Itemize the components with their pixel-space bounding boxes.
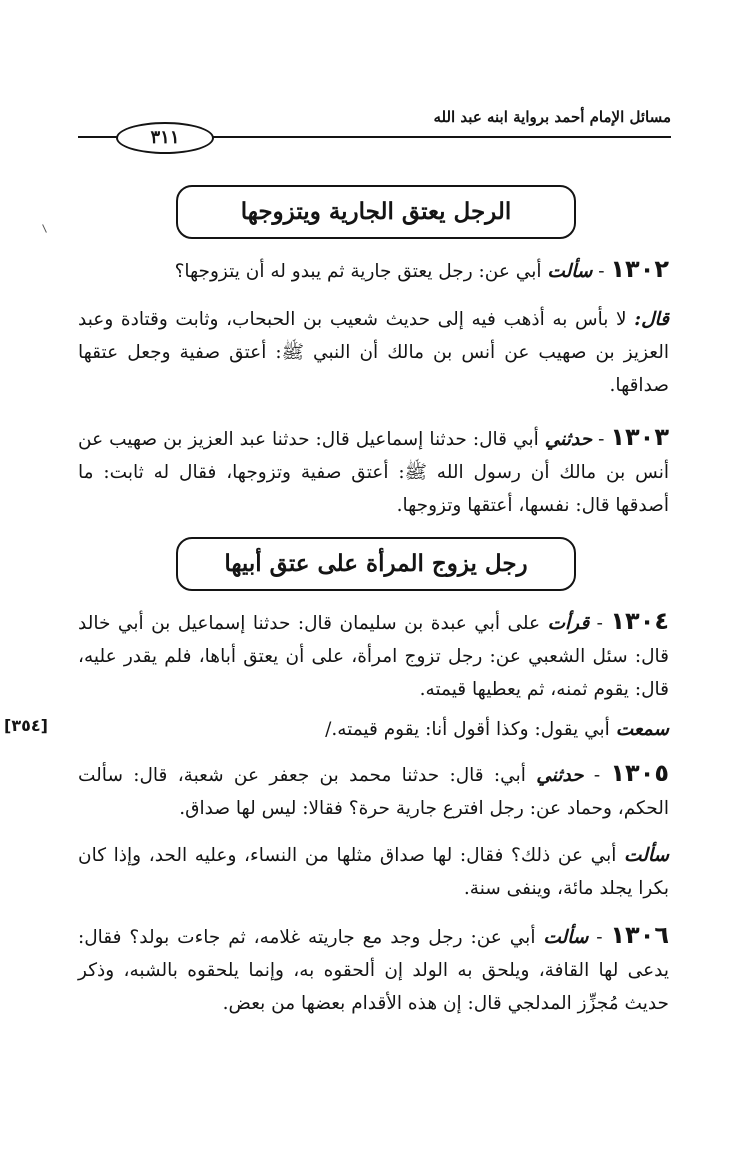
entry-keyword: قرأت <box>547 613 590 634</box>
entry-text: أبي عن: رجل وجد مع جاريته غلامه، ثم جاءت بولد؟ فقال: يدعى لها القافة، ويلحق به الولد إن ألحقوه به، وإنما يلحقوه بالشبه، وذكر حديث مُجزِّز المدلجي قال: إن هذه الأقدام بعضها من بعض. <box>78 927 669 1014</box>
entry-1304 <box>78 605 669 706</box>
entry-text: أبي: قال: حدثنا محمد بن جعفر عن شعبة، قال: سألت الحكم، وحماد عن: رجل افترع جارية حرة؟ فقالا: ليس لها صداق. <box>78 765 669 819</box>
entry-keyword: حدثني <box>536 765 584 786</box>
entry-number: ١٣٠٥ <box>610 759 669 787</box>
entry-sub-1305 <box>78 839 669 905</box>
entry-text: على أبي عبدة بن سليمان قال: حدثنا إسماعيل بن أبي خالد قال: سئل الشعبي عن: رجل تزوج امرأة، على أن يعتق أباها، فلم يقدر عليه، قال: يقوم ثمنه، ثم يعطيها قيمته. <box>78 613 669 700</box>
dash: - <box>596 927 603 948</box>
entry-text: لا بأس به أذهب فيه إلى حديث شعيب بن الحبحاب، وثابت وقتادة وعبد العزيز بن صهيب عن أنس بن مالك أن النبي ﷺ: أعتق صفية وجعل عتقها صداقها. <box>78 309 669 396</box>
dash: - <box>598 429 605 450</box>
entry-1302 <box>78 253 669 288</box>
section-title-2: رجل يزوج المرأة على عتق أبيها <box>176 537 576 591</box>
entry-1306 <box>78 919 669 1020</box>
entry-text: أبي يقول: وكذا أقول أنا: يقوم قيمته./ <box>325 719 610 740</box>
entry-number: ١٣٠٣ <box>610 423 669 451</box>
entry-number: ١٣٠٢ <box>610 255 669 283</box>
margin-mark <box>42 224 47 233</box>
entry-number: ١٣٠٤ <box>610 607 669 635</box>
entry-1303 <box>78 421 669 522</box>
entry-number: ١٣٠٦ <box>610 921 669 949</box>
entry-text: أبي عن: رجل يعتق جارية ثم يبدو له أن يتزوجها؟ <box>174 261 542 282</box>
entry-keyword: سألت <box>543 927 589 948</box>
page-number: ٣١١ <box>116 122 214 154</box>
entry-keyword: سألت <box>547 261 593 282</box>
page-header <box>78 104 671 148</box>
running-title: مسائل الإمام أحمد برواية ابنه عبد الله <box>433 108 671 126</box>
entry-keyword: سألت <box>624 845 669 866</box>
entry-1305 <box>78 757 669 825</box>
dash: - <box>598 261 605 282</box>
entry-keyword: حدثني <box>544 429 593 450</box>
entry-keyword: قال: <box>634 309 669 330</box>
entry-answer-1302 <box>78 303 669 402</box>
entry-text: أبي عن ذلك؟ فقال: لها صداق مثلها من النساء، وعليه الحد، وإذا كان بكرا يجلد مائة، وينفى سنة. <box>78 845 669 899</box>
margin-page-reference: [٣٥٤] <box>4 716 48 735</box>
dash: - <box>593 765 601 786</box>
entry-keyword: سمعت <box>615 719 669 740</box>
section-title-1: الرجل يعتق الجارية ويتزوجها <box>176 185 576 239</box>
entry-text: أبي قال: حدثنا إسماعيل قال: حدثنا عبد العزيز بن صهيب عن أنس بن مالك أن رسول الله ﷺ: أعتق صفية وتزوجها، فقال له ثابت: ما أصدقها قال: نفسها، أعتقها وتزوجها. <box>78 429 669 516</box>
entry-sub-1304 <box>78 713 669 746</box>
dash: - <box>596 613 603 634</box>
